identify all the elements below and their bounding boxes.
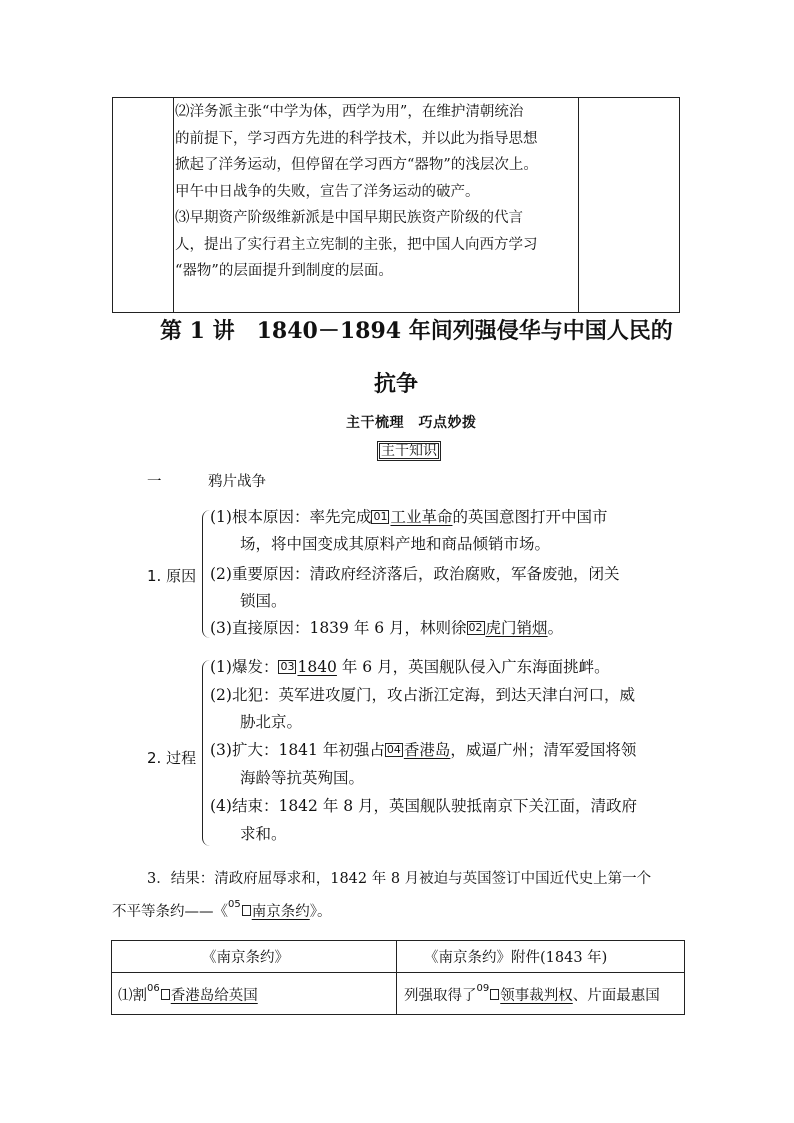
- table-text-line: 的前提下，学习西方先进的科学技术，并以此为指导思想: [175, 130, 538, 147]
- answer-text: 南京条约: [251, 904, 310, 920]
- blank-number-mark: 05: [228, 899, 241, 910]
- answer-text: 香港岛给英国: [170, 988, 258, 1004]
- cause-line: [210, 615, 563, 642]
- process-line: [240, 765, 364, 792]
- text: ⑴割: [118, 988, 147, 1004]
- table-divider: [396, 941, 397, 1014]
- blank-box-icon: [161, 989, 170, 1000]
- table-header-left: 《南京条约》: [202, 950, 289, 966]
- cause-line: [240, 588, 287, 615]
- text: (3)直接原因：1839 年 6 月，林则徐: [210, 619, 467, 637]
- answer-text: 工业革命: [390, 508, 453, 526]
- cause-line: [240, 531, 550, 558]
- text: 年 6 月，英国舰队侵入广东海面挑衅。: [336, 658, 610, 676]
- cause-line: [210, 504, 608, 531]
- table-cell-right: [404, 984, 660, 1005]
- table-text-line: 掀起了洋务运动，但停留在学习西方“器物”的浅层次上。: [175, 157, 538, 173]
- table-text-line: 人，提出了实行君主立宪制的主张，把中国人向西方学习: [175, 236, 538, 253]
- text: (3)扩大：1841 年初强占: [210, 741, 385, 759]
- table-text-line: 甲午中日战争的失败，宣告了洋务运动的破产。: [175, 183, 480, 200]
- text: (1)爆发：: [210, 658, 279, 676]
- text: 海龄等抗英殉国。: [240, 769, 365, 787]
- table-text-line: “器物”的层面提升到制度的层面。: [175, 263, 393, 279]
- table-divider: [578, 98, 579, 312]
- process-line: [240, 821, 287, 848]
- text: (2)北犯：英军进攻厦门，攻占浙江定海，到达天津白河口，威: [210, 686, 635, 704]
- lecture-title-cont: 抗争: [374, 371, 419, 397]
- table-divider: [173, 98, 174, 312]
- blank-number-mark: 01: [373, 510, 388, 523]
- text: 、片面最惠国: [572, 988, 660, 1004]
- answer-text: 领事裁判权: [500, 988, 573, 1004]
- table-divider: [112, 972, 684, 973]
- lecture-title: 第 1 讲 1840－1894 年间列强侵华与中国人民的: [160, 318, 673, 344]
- result-line: 3．结果：清政府屈辱求和，1842 年 8 月被迫与英国签订中国近代史上第一个: [147, 871, 652, 887]
- text: 列强取得了: [404, 988, 477, 1004]
- text: 锁国。: [240, 592, 287, 610]
- text: 。: [547, 619, 564, 637]
- text: 不平等条约——《: [112, 904, 228, 920]
- text: (1)根本原因：率先完成: [210, 508, 372, 526]
- table-header-right: 《南京条约》附件(1843 年): [424, 950, 608, 966]
- blank-number-mark: 02: [468, 621, 483, 634]
- table-text-line: ⑵洋务派主张“中学为体，西学为用”，在维护清朝统治: [175, 104, 524, 120]
- process-line: [210, 793, 637, 820]
- process-line: [210, 682, 635, 709]
- table-cell-content: [175, 98, 577, 285]
- text: (4)结束：1842 年 8 月，英国舰队驶抵南京下关江面，清政府: [210, 797, 638, 815]
- text: 场，将中国变成其原料产地和商品倾销市场。: [240, 535, 551, 553]
- blank-number-mark: 09: [476, 983, 490, 994]
- text: 胁北京。: [240, 713, 303, 731]
- process-line: [210, 737, 636, 764]
- top-table: [112, 97, 680, 313]
- subheading: 主干梳理 巧点妙拨: [346, 415, 477, 431]
- table-text-line: ⑶早期资产阶级维新派是中国早期民族资产阶级的代言: [175, 210, 523, 226]
- result-line: [112, 899, 331, 927]
- text: ，威逼广州；清军爱国将领: [450, 741, 637, 759]
- answer-text: 虎门销烟: [485, 619, 548, 637]
- bottom-table: [111, 940, 685, 1015]
- blank-number-mark: 06: [147, 983, 160, 994]
- section-title: 鸦片战争: [208, 474, 266, 490]
- section-number: 一: [147, 474, 162, 490]
- blank-number-mark: 03: [280, 660, 295, 673]
- cause-line: [210, 561, 619, 588]
- blank-box-icon: [242, 905, 251, 916]
- process-label: 2. 过程: [147, 749, 197, 767]
- answer-text: 1840: [297, 658, 337, 676]
- text: 》。: [309, 904, 332, 920]
- section-box-label: 主干知识: [377, 441, 441, 461]
- cause-label: 1. 原因: [147, 567, 197, 585]
- text: 求和。: [240, 825, 287, 843]
- process-line: [210, 654, 610, 681]
- text: 的英国意图打开中国市: [452, 508, 608, 526]
- table-cell-left: [118, 984, 258, 1005]
- text: (2)重要原因：清政府经济落后，政治腐败，军备废弛，闭关: [210, 565, 620, 583]
- blank-box-icon: [490, 989, 499, 1000]
- process-line: [240, 709, 302, 736]
- answer-text: 香港岛: [403, 741, 451, 759]
- blank-number-mark: 04: [386, 743, 401, 756]
